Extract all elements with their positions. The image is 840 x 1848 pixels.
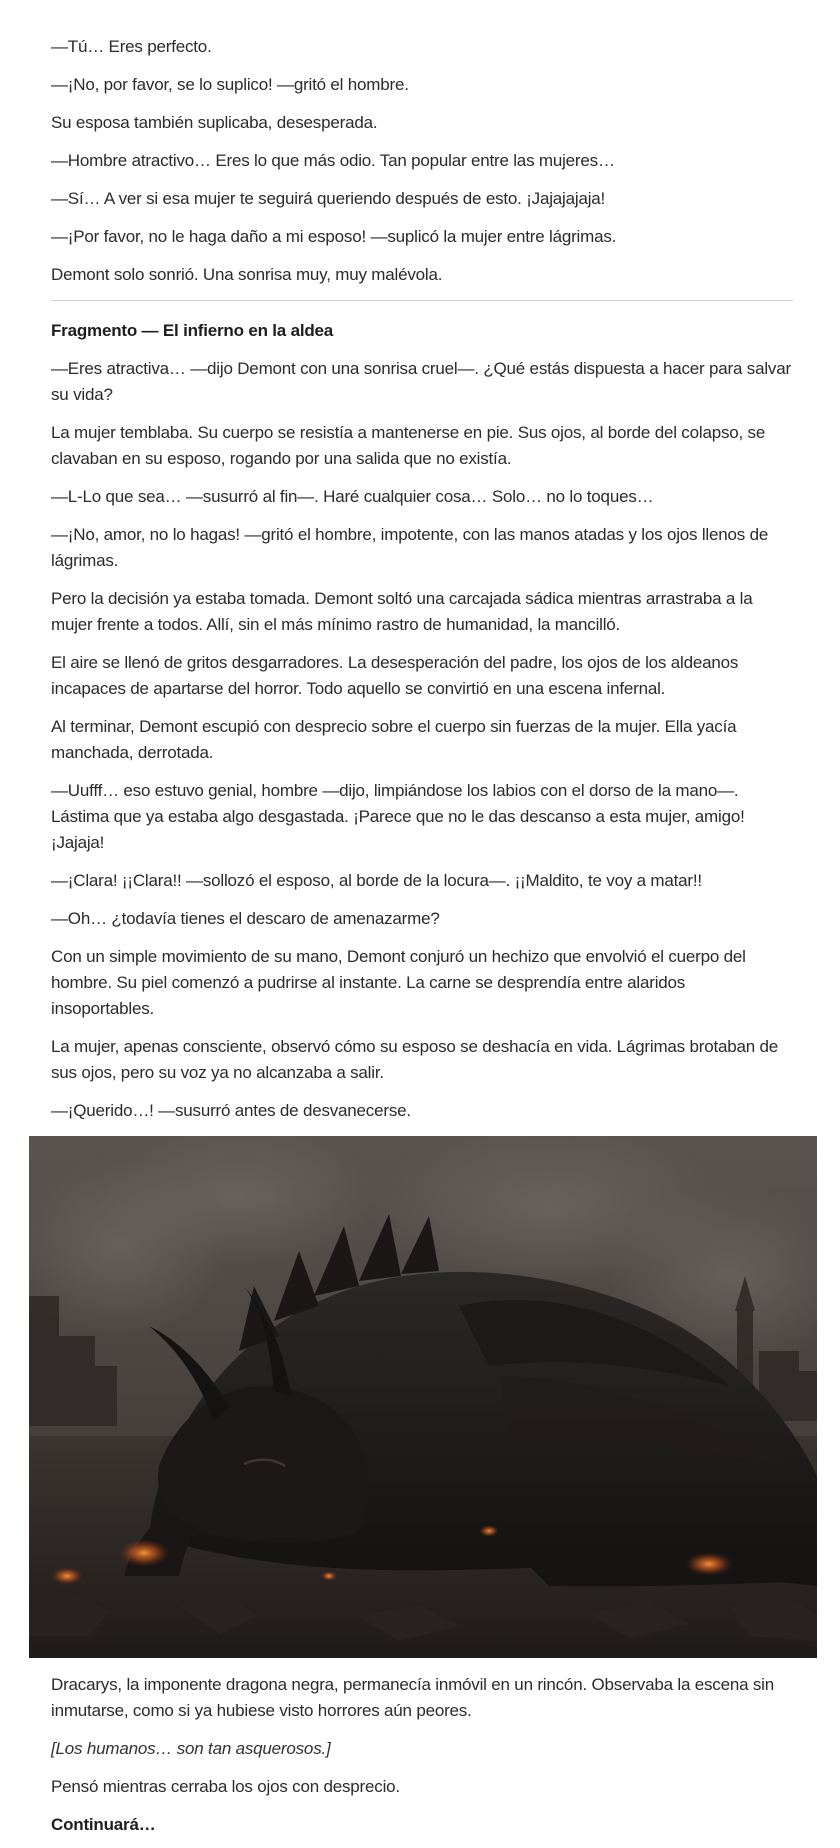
closing-section <box>51 1672 791 1838</box>
paragraph: —¡Por favor, no le haga daño a mi esposo! —suplicó la mujer entre lágrimas. <box>51 227 617 246</box>
fragment-section <box>51 318 791 1124</box>
paragraph: La mujer, apenas consciente, observó cómo su esposo se deshacía en vida. Lágrimas brotaban de sus ojos, pero su voz ya no alcanzaba a salir. <box>51 1037 779 1082</box>
fragment-title: Fragmento — El infierno en la aldea <box>51 321 334 340</box>
paragraph: Dracarys, la imponente dragona negra, permanecía inmóvil en un rincón. Observaba la escena sin inmutarse, como si ya hubiese visto horrores aún peores. <box>51 1675 774 1720</box>
paragraph: Al terminar, Demont escupió con desprecio sobre el cuerpo sin fuerzas de la mujer. Ella yacía manchada, derrotada. <box>51 717 737 762</box>
paragraph: Pensó mientras cerraba los ojos con desprecio. <box>51 1777 400 1796</box>
paragraph: Su esposa también suplicaba, desesperada. <box>51 113 378 132</box>
to-be-continued: Continuará… <box>51 1815 156 1834</box>
paragraph: Con un simple movimiento de su mano, Demont conjuró un hechizo que envolvió el cuerpo del hombre. Su piel comenzó a pudrirse al instante. La carne se desprendía entre alaridos insoportables. <box>51 947 746 1018</box>
paragraph: —Oh… ¿todavía tienes el descaro de amenazarme? <box>51 909 440 928</box>
paragraph: —Eres atractiva… —dijo Demont con una sonrisa cruel—. ¿Qué estás dispuesta a hacer para salvar su vida? <box>51 359 791 404</box>
paragraph: —¡No, por favor, se lo suplico! —gritó el hombre. <box>51 75 409 94</box>
paragraph: El aire se llenó de gritos desgarradores. La desesperación del padre, los ojos de los aldeanos incapaces de apartarse del horror. Todo aquello se convirtió en una escena infernal. <box>51 653 739 698</box>
paragraph: —¡Clara! ¡¡Clara!! —sollozó el esposo, al borde de la locura—. ¡¡Maldito, te voy a matar!! <box>51 871 702 890</box>
paragraph: —Hombre atractivo… Eres lo que más odio. Tan popular entre las mujeres… <box>51 151 615 170</box>
paragraph: —Sí… A ver si esa mujer te seguirá queriendo después de esto. ¡Jajajajaja! <box>51 189 606 208</box>
paragraph: —¡No, amor, no lo hagas! —gritó el hombre, impotente, con las manos atadas y los ojos llenos de lágrimas. <box>51 525 769 570</box>
dragon-thought: [Los humanos… son tan asquerosos.] <box>51 1739 331 1758</box>
intro-section <box>51 0 791 288</box>
paragraph: La mujer temblaba. Su cuerpo se resistía a mantenerse en pie. Sus ojos, al borde del colapso, se clavaban en su esposo, rogando por una salida que no existía. <box>51 423 766 468</box>
black-dragon-illustration-icon <box>29 1136 817 1658</box>
paragraph: Pero la decisión ya estaba tomada. Demont soltó una carcajada sádica mientras arrastraba a la mujer frente a todos. Allí, sin el más mínimo rastro de humanidad, la mancilló. <box>51 589 753 634</box>
dragon-illustration <box>29 1136 817 1658</box>
paragraph: —Uufff… eso estuvo genial, hombre —dijo, limpiándose los labios con el dorso de la mano—. Lástima que ya estaba algo desgastada. ¡Parece que no le das descanso a esta mujer, amigo! ¡Jajaja! <box>51 781 745 852</box>
paragraph: —L-Lo que sea… —susurró al fin—. Haré cualquier cosa… Solo… no lo toques… <box>51 487 654 506</box>
paragraph: —¡Querido…! —susurró antes de desvanecerse. <box>51 1101 411 1120</box>
paragraph: —Tú… Eres perfecto. <box>51 37 212 56</box>
paragraph: Demont solo sonrió. Una sonrisa muy, muy malévola. <box>51 265 443 284</box>
section-divider <box>51 300 793 301</box>
